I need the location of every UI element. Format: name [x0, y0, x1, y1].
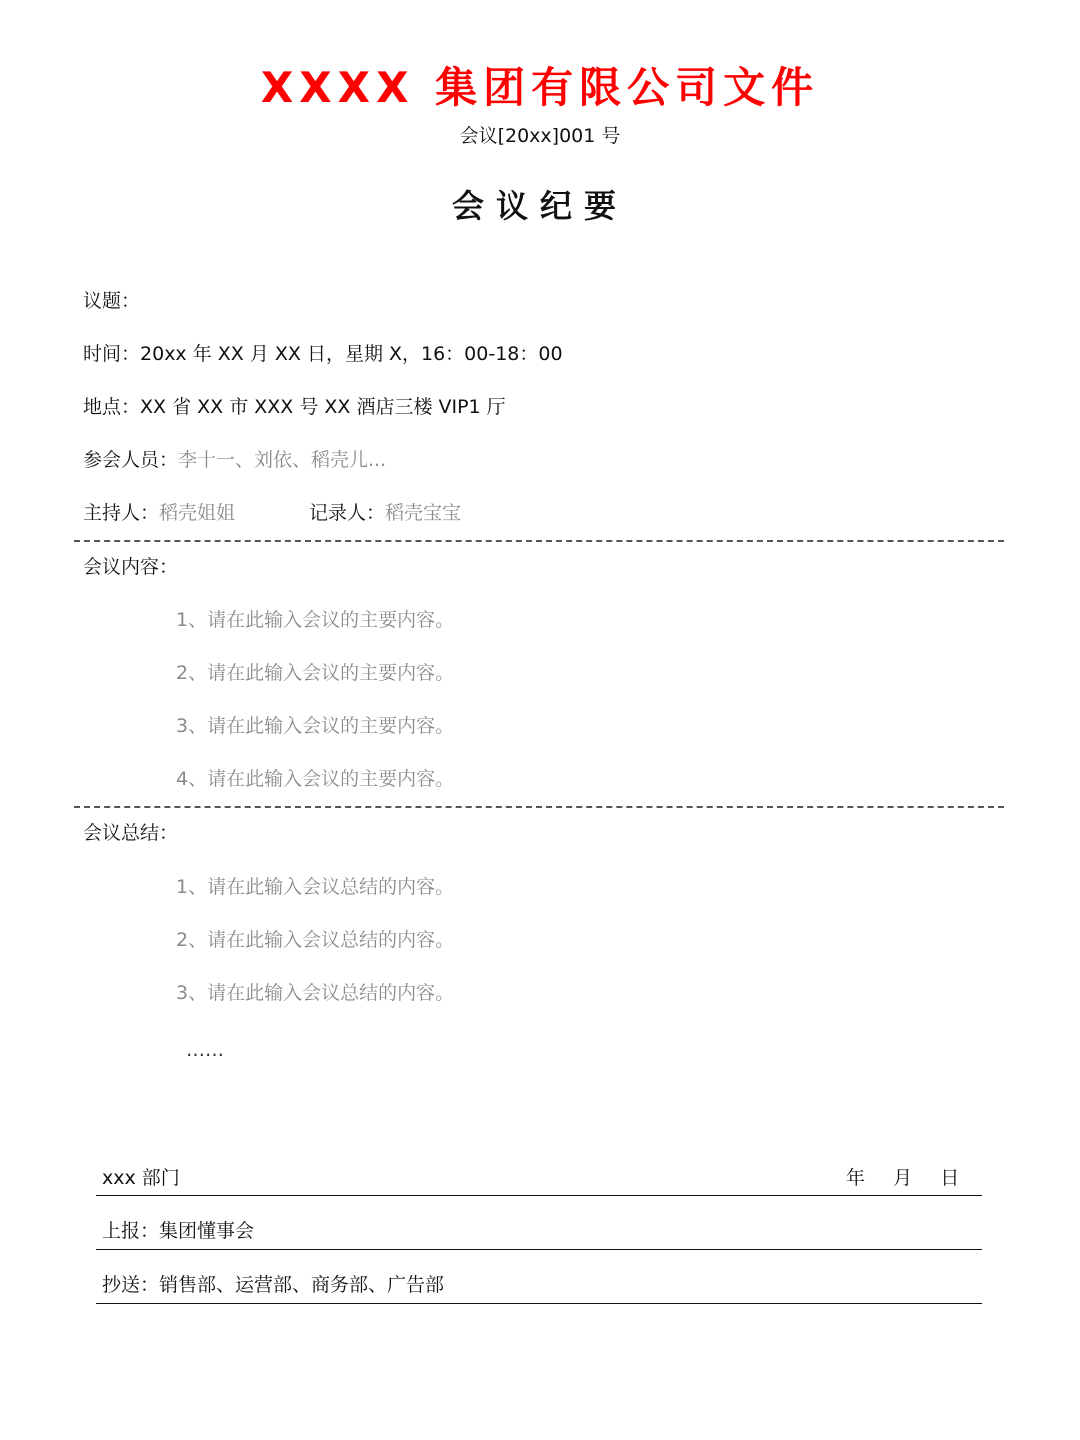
- summary-ellipsis: ……: [186, 1039, 224, 1061]
- content-item[interactable]: 2、请在此输入会议的主要内容。: [176, 662, 455, 684]
- footer-rule: [96, 1303, 982, 1304]
- document-number: 会议[20xx]001 号: [459, 125, 621, 147]
- place-label: 地点：: [83, 396, 141, 418]
- place-field: [83, 393, 506, 421]
- content-item[interactable]: 1、请在此输入会议的主要内容。: [176, 609, 455, 631]
- date-year-label: 年: [846, 1167, 866, 1189]
- section-divider: [74, 806, 1004, 808]
- topic-field: [83, 287, 140, 315]
- place-value[interactable]: XX 省 XX 市 XXX 号 XX 酒店三楼 VIP1 厅: [140, 396, 506, 418]
- content-heading: 会议内容：: [83, 556, 179, 578]
- attendees-value[interactable]: 李十一、刘依、稻壳儿...: [178, 449, 387, 471]
- date-day-label: 日: [940, 1167, 960, 1189]
- department-name[interactable]: xxx 部门: [102, 1167, 180, 1189]
- attendees-field: [83, 446, 386, 474]
- content-item[interactable]: 3、请在此输入会议的主要内容。: [176, 715, 455, 737]
- summary-item[interactable]: 1、请在此输入会议总结的内容。: [176, 876, 455, 898]
- footer-rule: [96, 1195, 982, 1196]
- summary-heading: 会议总结：: [83, 822, 179, 844]
- date-slot[interactable]: [846, 1164, 959, 1192]
- summary-item[interactable]: 3、请在此输入会议总结的内容。: [176, 982, 455, 1004]
- carbon-copy: 抄送：销售部、运营部、商务部、广告部: [102, 1274, 445, 1296]
- content-item[interactable]: 4、请在此输入会议的主要内容。: [176, 768, 455, 790]
- document-title: 会议纪要: [451, 187, 628, 225]
- footer-rule: [96, 1249, 982, 1250]
- time-value[interactable]: 20xx 年 XX 月 XX 日，星期 X，16：00-18：00: [140, 343, 563, 365]
- section-divider: [74, 540, 1004, 542]
- time-field: [83, 340, 563, 368]
- time-label: 时间：: [83, 343, 141, 365]
- topic-label: 议题：: [83, 290, 141, 312]
- recorder-label: 记录人：: [309, 502, 386, 524]
- recorder-value[interactable]: 稻壳宝宝: [385, 502, 462, 524]
- host-value[interactable]: 稻壳姐姐: [159, 502, 236, 524]
- summary-item[interactable]: 2、请在此输入会议总结的内容。: [176, 929, 455, 951]
- date-month-label: 月: [893, 1167, 913, 1189]
- org-title: XXXX 集团有限公司文件: [260, 63, 820, 112]
- report-to: 上报：集团懂事会: [102, 1220, 255, 1242]
- recorder-field: [309, 499, 461, 527]
- host-label: 主持人：: [83, 502, 160, 524]
- attendees-label: 参会人员：: [83, 449, 179, 471]
- host-field: [83, 499, 235, 527]
